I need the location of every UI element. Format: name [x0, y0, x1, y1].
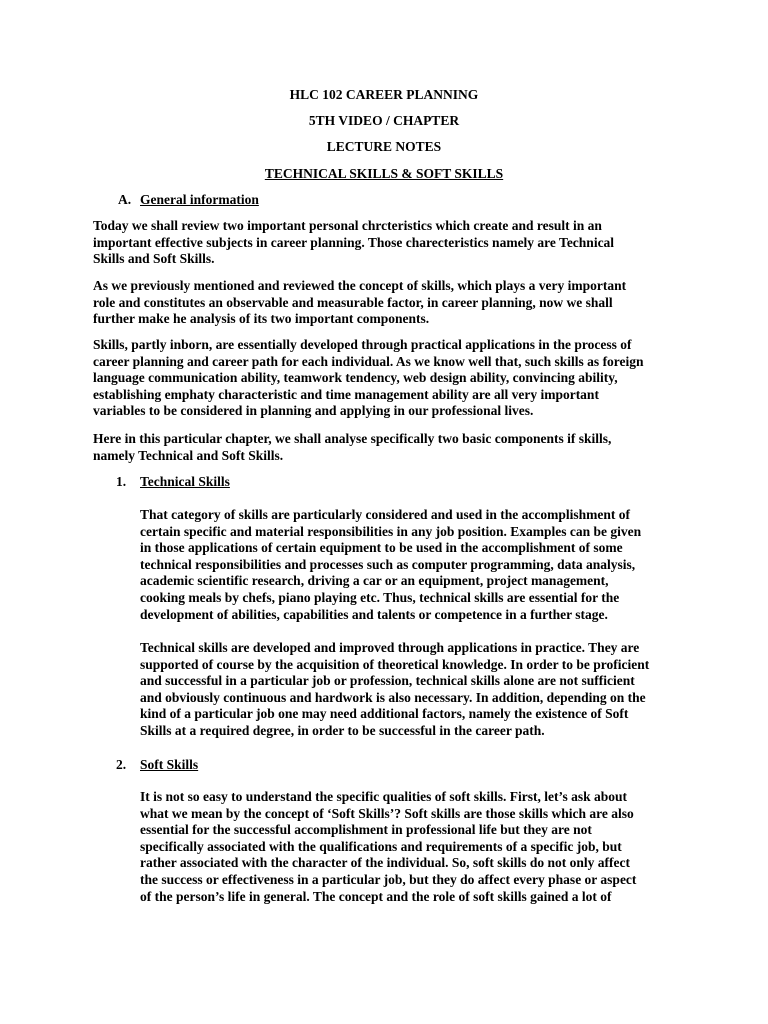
item-1-title: Technical Skills	[140, 474, 230, 489]
text-line: cooking meals by chefs, piano playing etc. Thus, technical skills are essential for the	[140, 589, 620, 605]
notes-label: LECTURE NOTES	[326, 139, 442, 154]
text-line: rather associated with the character of the individual. So, soft skills do not only affect	[140, 855, 630, 871]
text-line: career planning and career path for each individual. As we know well that, such skills as foreign	[93, 353, 644, 369]
topic-heading-text: TECHNICAL SKILLS & SOFT SKILLS	[264, 166, 504, 181]
text-line: academic scientific research, driving a car or an equipment, project management,	[140, 573, 609, 589]
text-line: what we mean by the concept of ‘Soft Skills’? Soft skills are those skills which are also	[140, 805, 634, 821]
text-line: important effective subjects in career planning. Those charecteristics namely are Technical	[93, 234, 615, 250]
section-a-title: General information	[140, 192, 259, 207]
text-line: Today we shall review two important personal chrcteristics which create and result in an	[93, 218, 602, 233]
item-1-marker: 1.	[116, 474, 127, 489]
text-line: specifically associated with the qualifications and requirements of a specific job, but	[140, 838, 622, 854]
text-line: certain specific and material responsibilities in any job position. Examples can be given	[140, 523, 642, 539]
technical-skills-paragraph-2	[140, 640, 649, 740]
chapter-label: 5TH VIDEO / CHAPTER	[308, 113, 460, 128]
text-line: and successful in a particular job or profession, technical skills alone are not sufficient	[140, 673, 635, 689]
text-line: namely Technical and Soft Skills.	[93, 447, 284, 463]
text-line: further make he analysis of its two important components.	[93, 311, 430, 327]
text-line: language communication ability, teamwork tendency, web design ability, convincing ability,	[93, 370, 618, 386]
item-2-heading	[116, 757, 198, 773]
intro-paragraph-1	[93, 218, 614, 268]
text-line: variables to be considered in planning and applying in our professional lives.	[93, 403, 534, 419]
text-line: That category of skills are particularly considered and used in the accomplishment of	[140, 507, 630, 522]
document-title: HLC 102 CAREER PLANNING	[289, 87, 479, 102]
technical-skills-paragraph-1	[140, 507, 641, 623]
text-line: supported of course by the acquisition of theoretical knowledge. In order to be proficient	[140, 656, 650, 672]
item-1-heading	[116, 474, 230, 490]
text-line: technical responsibilities and processes such as computer programming, data analysis,	[140, 556, 636, 572]
text-line: Skills, partly inborn, are essentially developed through practical applications in the process of	[93, 337, 632, 352]
text-line: Here in this particular chapter, we shall analyse specifically two basic components if skills,	[93, 431, 612, 446]
text-line: development of abilities, capabilities and talents or competence in a further stage.	[140, 606, 608, 622]
text-line: It is not so easy to understand the specific qualities of soft skills. First, let’s ask about	[140, 789, 628, 804]
text-line: the success or effectiveness in a particular job, but they do affect every phase or aspect	[140, 871, 637, 887]
text-line: and obviously continuous and hardwork is also necessary. In addition, depending on the	[140, 689, 646, 705]
intro-paragraph-3	[93, 337, 644, 420]
text-line: essential for the successful accomplishment in professional life but they are not	[140, 822, 592, 838]
section-a-marker: A.	[118, 192, 132, 207]
soft-skills-paragraph-1	[140, 789, 636, 905]
text-line: Technical skills are developed and improved through applications in practice. They are	[140, 640, 640, 655]
section-a-heading	[118, 192, 259, 208]
topic-heading	[0, 166, 768, 182]
text-line: of the person’s life in general. The concept and the role of soft skills gained a lot of	[140, 888, 612, 904]
text-line: role and constitutes an observable and measurable factor, in career planning, now we shall	[93, 294, 613, 310]
text-line: establishing emphaty characteristic and time management ability are all very important	[93, 386, 599, 402]
text-line: As we previously mentioned and reviewed the concept of skills, which plays a very important	[93, 278, 627, 293]
item-2-marker: 2.	[116, 757, 127, 772]
text-line: kind of a particular job one may need additional factors, namely the existence of Soft	[140, 706, 629, 722]
text-line: Skills at a required degree, in order to be successful in the career path.	[140, 722, 545, 738]
text-line: Skills and Soft Skills.	[93, 251, 215, 267]
intro-paragraph-2	[93, 278, 626, 328]
item-2-title: Soft Skills	[140, 757, 199, 772]
text-line: in those applications of certain equipment to be used in the accomplishment of some	[140, 540, 623, 556]
intro-paragraph-4	[93, 431, 611, 464]
